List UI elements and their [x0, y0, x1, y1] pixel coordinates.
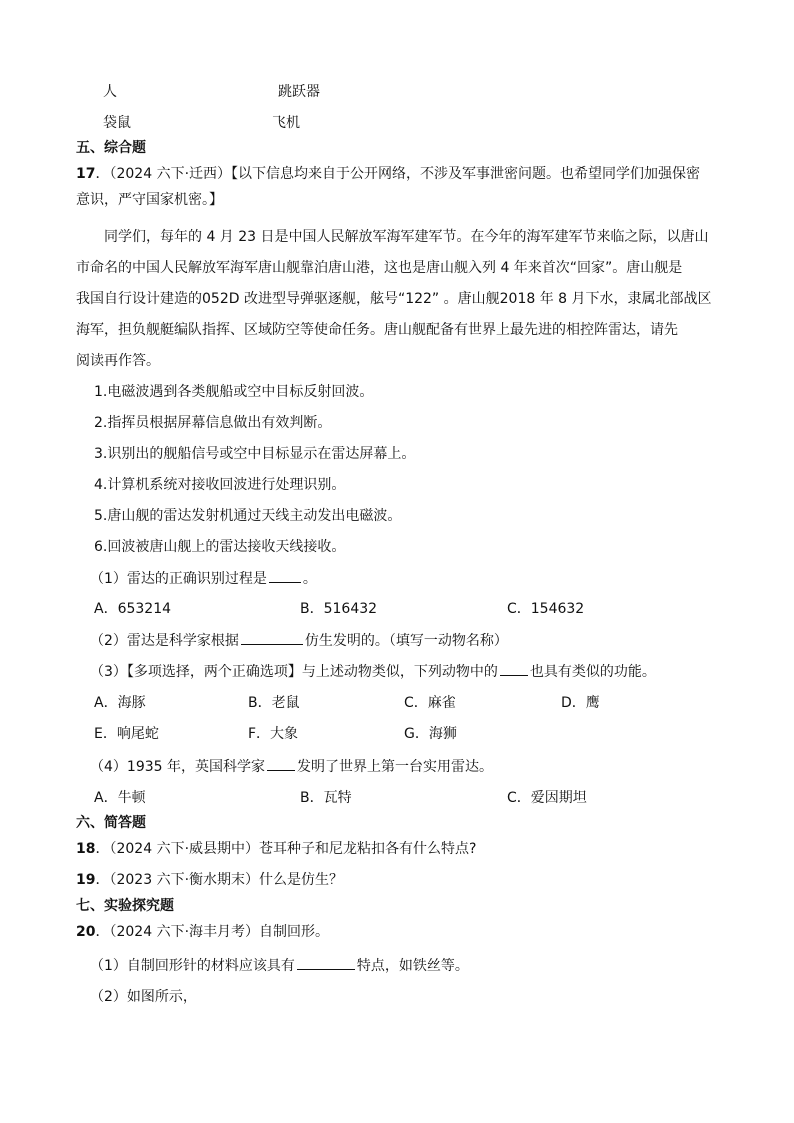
- option-b: B．瓦特: [300, 790, 352, 806]
- option-c: C．154632: [507, 601, 585, 617]
- q20-sub-question-2: （2）如图所示，: [90, 989, 197, 1005]
- sub-question-3: （3）【多项选择，两个正确选项】与上述动物类似，下列动物中的 也具有类似的功能。: [90, 661, 656, 682]
- sub-question-4: （4）1935 年，英国科学家 发明了世界上第一台实用雷达。: [90, 756, 493, 777]
- paragraph-line: 市命名的中国人民解放军海军唐山舰靠泊唐山港，这也是唐山舰入列 4 年来首次“回家”。唐山舰是: [76, 260, 683, 276]
- option-c: C．爱因期坦: [507, 790, 587, 806]
- q20-sub-question-1: （1）自制回形针的材料应该具有 特点，如铁丝等。: [90, 955, 469, 976]
- option-g: G．海狮: [404, 726, 457, 742]
- paragraph-line: 阅读再作答。: [76, 353, 160, 369]
- option-a: A．海豚: [94, 695, 146, 711]
- option-e: E．响尾蛇: [94, 726, 159, 742]
- question-18: 18．（2024 六下·威县期中）苍耳种子和尼龙粘扣各有什么特点?: [76, 841, 477, 857]
- sub-question-1: （1）雷达的正确识别过程是 。: [90, 568, 317, 589]
- step-item: 6.回波被唐山舰上的雷达接收天线接收。: [94, 539, 346, 555]
- match-left-item: 袋鼠: [103, 115, 131, 131]
- option-b: B．老鼠: [248, 695, 300, 711]
- match-right-item: 飞机: [272, 115, 300, 131]
- section-heading: 七、实验探究题: [76, 898, 174, 914]
- answer-blank[interactable]: [500, 661, 528, 676]
- option-a: A．653214: [94, 601, 172, 617]
- question-17-line1: 17．（2024 六下·迁西）【以下信息均来自于公开网络，不涉及军事泄密问题。也希望同学们加强保密: [76, 166, 701, 182]
- option-f: F．大象: [248, 726, 299, 742]
- sub-question-2: （2）雷达是科学家根据 仿生发明的。（填写一动物名称）: [90, 630, 508, 651]
- step-item: 2.指挥员根据屏幕信息做出有效判断。: [94, 415, 332, 431]
- match-left-item: 人: [103, 84, 117, 100]
- question-number: 17: [76, 166, 96, 182]
- step-item: 3.识别出的舰船信号或空中目标显示在雷达屏幕上。: [94, 446, 416, 462]
- option-c: C．麻雀: [404, 695, 456, 711]
- question-source: （2024 六下·迁西）: [109, 166, 232, 182]
- paragraph-line: 海军，担负舰艇编队指挥、区域防空等使命任务。唐山舰配备有世界上最先进的相控阵雷达，请先: [76, 322, 678, 338]
- answer-blank[interactable]: [241, 630, 303, 645]
- section-heading: 六、简答题: [76, 815, 146, 831]
- option-b: B．516432: [300, 601, 378, 617]
- step-item: 5.唐山舰的雷达发射机通过天线主动发出电磁波。: [94, 508, 402, 524]
- match-right-item: 跳跃器: [278, 84, 320, 100]
- step-item: 1.电磁波遇到各类舰船或空中目标反射回波。: [94, 384, 374, 400]
- question-19: 19．（2023 六下·衡水期末）什么是仿生？: [76, 872, 344, 888]
- step-item: 4.计算机系统对接收回波进行处理识别。: [94, 477, 346, 493]
- paragraph-line: 同学们，每年的 4 月 23 日是中国人民解放军海军建军节。在今年的海军建军节来临之际，以唐山: [104, 229, 709, 245]
- question-intro-cont: 意识，严守国家机密。】: [76, 192, 223, 208]
- section-heading: 五、综合题: [76, 140, 146, 156]
- paragraph-line: 我国自行设计建造的052D 改进型导弹驱逐舰，舷号“122” 。唐山舰2018 年 8 月下水，隶属北部战区: [76, 291, 712, 307]
- option-d: D．鹰: [561, 695, 600, 711]
- answer-blank[interactable]: [269, 568, 301, 583]
- option-a: A．牛顿: [94, 790, 146, 806]
- answer-blank[interactable]: [297, 955, 355, 970]
- question-intro: 【以下信息均来自于公开网络，不涉及军事泄密问题。也希望同学们加强保密: [231, 166, 701, 182]
- answer-blank[interactable]: [267, 756, 295, 771]
- question-20: 20．（2024 六下·海丰月考）自制回形。: [76, 924, 330, 940]
